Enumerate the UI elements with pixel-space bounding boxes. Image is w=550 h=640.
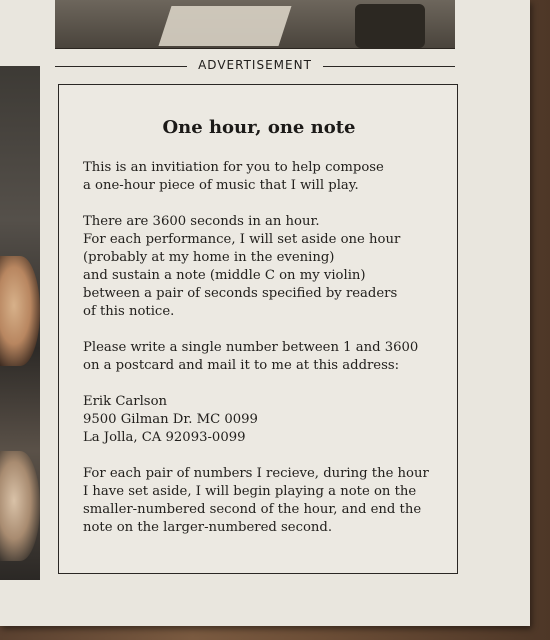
- paragraph-invitation: [83, 159, 443, 195]
- text-line: There are 3600 seconds in an hour.: [83, 214, 320, 229]
- header-rule-left: [55, 66, 187, 67]
- text-line: between a pair of seconds specified by readers: [83, 286, 398, 301]
- photo-paper-shape: [159, 6, 292, 46]
- paragraph-instructions: [83, 339, 443, 375]
- advertisement-box: [58, 84, 458, 574]
- top-photo: [55, 0, 455, 49]
- left-photo-strip: [0, 66, 40, 580]
- text-line: note on the larger-numbered second.: [83, 520, 333, 535]
- paragraph-description: [83, 213, 443, 321]
- photo-dark-shape: [355, 4, 425, 48]
- text-line: of this notice.: [83, 304, 175, 319]
- portrait-face-2: [0, 451, 40, 561]
- ad-body: [83, 159, 443, 555]
- text-line: (probably at my home in the evening): [83, 250, 335, 265]
- text-line: This is an invitiation for you to help compose: [83, 160, 384, 175]
- portrait-face-1: [0, 256, 40, 366]
- text-line: I have set aside, I will begin playing a note on the: [83, 484, 417, 499]
- address-street: 9500 Gilman Dr. MC 0099: [83, 412, 258, 427]
- advertisement-header: [55, 58, 455, 74]
- text-line: For each performance, I will set aside one hour: [83, 232, 401, 247]
- address-name: Erik Carlson: [83, 394, 168, 409]
- mailing-address: [83, 393, 443, 447]
- header-rule-right: [323, 66, 455, 67]
- paragraph-process: [83, 465, 443, 537]
- text-line: on a postcard and mail it to me at this address:: [83, 358, 400, 373]
- text-line: Please write a single number between 1 and 3600: [83, 340, 419, 355]
- address-city: La Jolla, CA 92093-0099: [83, 430, 246, 445]
- ad-title: One hour, one note: [162, 117, 356, 138]
- text-line: a one-hour piece of music that I will play.: [83, 178, 359, 193]
- text-line: and sustain a note (middle C on my violin): [83, 268, 366, 283]
- text-line: For each pair of numbers I recieve, during the hour: [83, 466, 429, 481]
- text-line: smaller-numbered second of the hour, and end the: [83, 502, 422, 517]
- advertisement-label: ADVERTISEMENT: [198, 58, 312, 72]
